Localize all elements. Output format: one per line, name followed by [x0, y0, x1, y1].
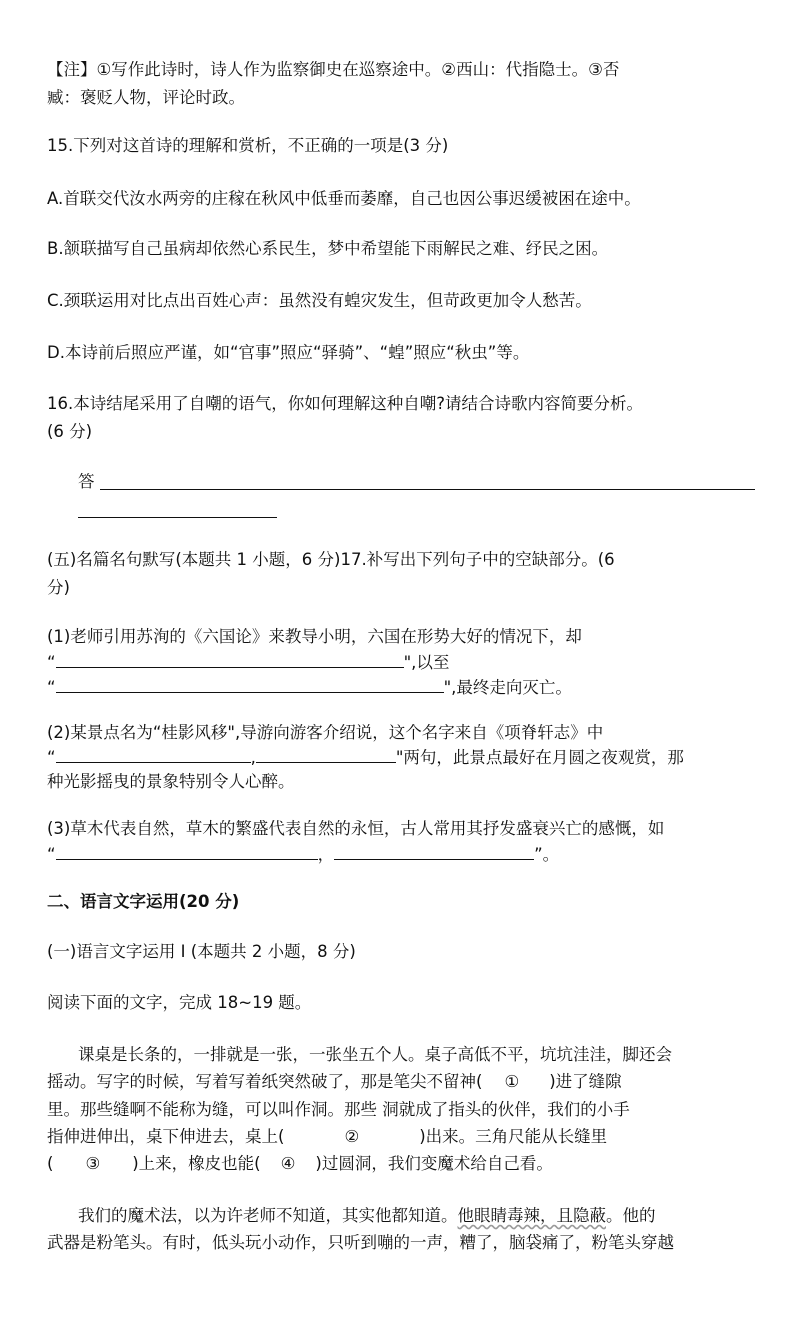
blank-marker-1: ①: [504, 1072, 520, 1091]
q17-item-3-after: ”。: [534, 845, 560, 864]
part-2-subsection: (一)语言文字运用 Ⅰ (本题共 2 小题，8 分): [47, 942, 356, 961]
blank-marker-2: ②: [344, 1127, 360, 1146]
blank-2[interactable]: [56, 676, 444, 693]
open-quote: “: [47, 678, 56, 697]
question-15-stem: 15.下列对这首诗的理解和赏析，不正确的一项是(3 分): [47, 136, 449, 155]
blank-6[interactable]: [334, 843, 534, 860]
q17-item-2-after: "两句，此景点最好在月圆之夜观赏，那: [395, 748, 684, 767]
q17-item-2-line-2: [47, 746, 684, 769]
answer-line-2[interactable]: [78, 517, 277, 518]
part-2-instruction: 阅读下面的文字，完成 18~19 题。: [47, 993, 312, 1012]
text: )进了缝隙: [549, 1072, 622, 1091]
comma: ，: [317, 845, 335, 864]
q17-item-1-after-2: ",最终走向灭亡。: [443, 678, 572, 697]
text: 。他的: [606, 1206, 656, 1225]
question-15-option-a: A.首联交代汝水两旁的庄稼在秋风中低垂而萎靡，自己也因公事迟缓被困在途中。: [47, 189, 641, 208]
open-quote: “: [47, 653, 56, 672]
blank-5[interactable]: [56, 843, 318, 860]
comma: ,: [250, 748, 256, 767]
question-15-option-d: D.本诗前后照应严谨，如“官事”照应“驿骑”、“蝗”照应“秋虫”等。: [47, 343, 530, 362]
q17-item-1-line-2: [47, 651, 449, 674]
q17-item-2-line-3: 种光影摇曳的景象特别令人心醉。: [47, 772, 295, 791]
question-15-option-b: B.颔联描写自己虽病却依然心系民生，梦中希望能下雨解民之难、纾民之困。: [47, 239, 609, 258]
blank-4[interactable]: [256, 746, 396, 763]
passage-p2-line-1: [78, 1205, 656, 1227]
passage-p1-line-1: 课桌是长条的，一排就是一张，一张坐五个人。桌子高低不平，坑坑洼洼，脚还会: [78, 1045, 672, 1064]
q17-item-3-line-2: [47, 843, 559, 866]
passage-p2-line-2: 武器是粉笔头。有时，低头玩小动作，只听到嘣的一声，糟了，脑袋痛了，粉笔头穿越: [47, 1233, 674, 1252]
blank-marker-3: ③: [85, 1154, 101, 1173]
passage-p1-line-5: [47, 1153, 553, 1175]
passage-p1-line-3: 里。那些缝啊不能称为缝，可以叫作洞。那些 洞就成了指头的伙伴，我们的小手: [47, 1100, 630, 1119]
answer-label: 答: [78, 472, 95, 491]
q17-item-2-line-1: (2)某景点名为“桂影风移",导游向游客介绍说，这个名字来自《项脊轩志》中: [47, 723, 604, 742]
question-16-score: (6 分): [47, 422, 93, 441]
question-15-option-c: C.颈联运用对比点出百姓心声：虽然没有蝗灾发生，但苛政更加令人愁苦。: [47, 291, 592, 310]
passage-p1-line-4: [47, 1126, 607, 1148]
q17-item-1-line-3: [47, 676, 572, 699]
text: )上来，橡皮也能(: [132, 1154, 261, 1173]
part-2-title: 二、语言文字运用(20 分): [47, 892, 240, 911]
text: (: [47, 1154, 54, 1173]
answer-line-1[interactable]: [100, 489, 755, 490]
text: )出来。三角尺能从长缝里: [419, 1127, 608, 1146]
q17-item-1-after-1: ",以至: [403, 653, 450, 672]
text: )过圆洞，我们变魔术给自己看。: [315, 1154, 553, 1173]
section-5-heading: (五)名篇名句默写(本题共 1 小题，6 分)17.补写出下列句子中的空缺部分。(6: [47, 550, 615, 569]
note-line-2: 臧：褒贬人物，评论时政。: [47, 88, 245, 107]
q17-item-1-line-1: (1)老师引用苏洵的《六国论》来教导小明，六国在形势大好的情况下，却: [47, 627, 582, 646]
blank-1[interactable]: [56, 651, 404, 668]
open-quote: “: [47, 845, 56, 864]
text: 指伸进伸出，桌下伸进去，桌上(: [47, 1127, 285, 1146]
q17-item-3-line-1: (3)草木代表自然，草木的繁盛代表自然的永恒，古人常用其抒发盛衰兴亡的感慨，如: [47, 819, 665, 838]
question-16-stem: 16.本诗结尾采用了自嘲的语气，你如何理解这种自嘲?请结合诗歌内容简要分析。: [47, 394, 643, 413]
text: 摇动。写字的时候，写着写着纸突然破了，那是笔尖不留神(: [47, 1072, 483, 1091]
open-quote: “: [47, 748, 56, 767]
underlined-sentence: 他眼睛毒辣，且隐蔽: [457, 1206, 606, 1225]
note-line-1: 【注】①写作此诗时，诗人作为监察御史在巡察途中。②西山：代指隐士。③否: [47, 60, 620, 79]
passage-p1-line-2: [47, 1071, 622, 1093]
section-5-heading-cont: 分): [47, 578, 70, 597]
blank-marker-4: ④: [280, 1154, 296, 1173]
blank-3[interactable]: [56, 746, 251, 763]
text: 我们的魔术法，以为许老师不知道，其实他都知道。: [78, 1206, 458, 1225]
